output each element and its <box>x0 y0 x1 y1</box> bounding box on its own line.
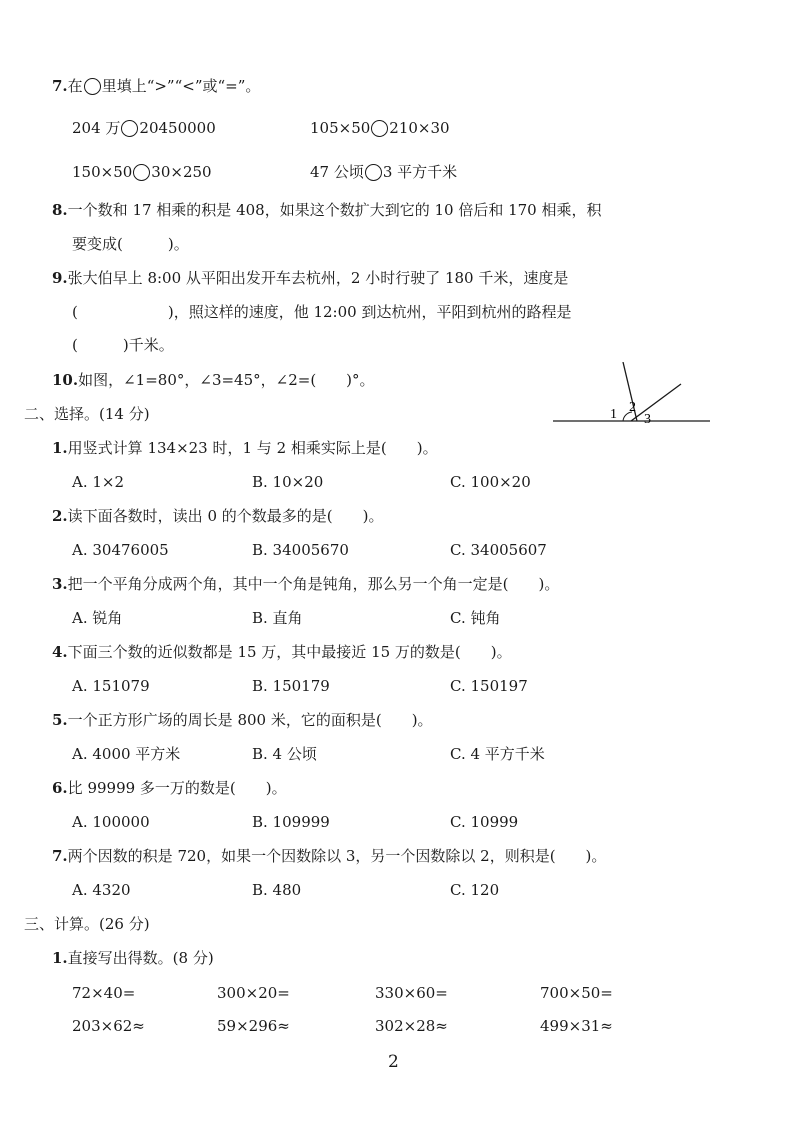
compare-circle-1[interactable] <box>121 120 138 137</box>
q10-text: 10.如图，∠1=80°，∠3=45°，∠2=( )°。 <box>52 371 375 389</box>
page-number: 2 <box>388 1052 399 1072</box>
p2-q6-number: 6. <box>52 779 68 797</box>
compare-circle-4[interactable] <box>365 164 382 181</box>
answer-circle[interactable] <box>84 78 101 95</box>
p2-q2-option-b[interactable]: B. 34005670 <box>252 541 349 559</box>
p2-q2: 2.读下面各数时，读出 0 的个数最多的是( )。 <box>52 507 384 525</box>
p2-q3-option-c[interactable]: C. 钝角 <box>450 609 501 627</box>
p2-q2-number: 2. <box>52 507 68 525</box>
q9-line-1: 9.张大伯早上 8:00 从平阳出发开车去杭州，2 小时行驶了 180 千米，速度是 <box>52 269 569 287</box>
calc-r1-c2: 300×20= <box>217 984 290 1002</box>
p2-q6-option-a[interactable]: A. 100000 <box>72 813 150 831</box>
q7-number: 7. <box>52 77 68 95</box>
p3-q1-title: 1.直接写出得数。(8 分) <box>52 949 214 967</box>
p2-q3: 3.把一个平角分成两个角，其中一个角是钝角，那么另一个角一定是( )。 <box>52 575 560 593</box>
p2-q7-option-a[interactable]: A. 4320 <box>72 881 131 899</box>
q10-number: 10. <box>52 371 79 389</box>
p2-q1: 1.用竖式计算 134×23 时，1 与 2 相乘实际上是( )。 <box>52 439 438 457</box>
p2-q6: 6.比 99999 多一万的数是( )。 <box>52 779 287 797</box>
q7-title: 7.在 里填上“>”“<”或“=”。 <box>52 77 261 95</box>
q7-item-3: 150×50 30×250 <box>72 163 212 181</box>
p2-q5-option-b[interactable]: B. 4 公顷 <box>252 745 317 763</box>
p2-q4-number: 4. <box>52 643 68 661</box>
p2-q2-option-c[interactable]: C. 34005607 <box>450 541 547 559</box>
q7-item-4: 47 公顷 3 平方千米 <box>310 163 458 181</box>
p2-q7-number: 7. <box>52 847 68 865</box>
compare-circle-3[interactable] <box>133 164 150 181</box>
q7-item-2: 105×50 210×30 <box>310 119 450 137</box>
angle-label-1: 1 <box>610 407 617 422</box>
compare-circle-2[interactable] <box>371 120 388 137</box>
part3-heading: 三、计算。(26 分) <box>24 915 150 933</box>
angle-label-3: 3 <box>644 412 651 427</box>
angle-diagram <box>553 362 713 428</box>
p2-q1-option-b[interactable]: B. 10×20 <box>252 473 324 491</box>
q8-line-2: 要变成( )。 <box>72 235 189 253</box>
p2-q5-number: 5. <box>52 711 68 729</box>
calc-r2-c1: 203×62≈ <box>72 1017 145 1035</box>
calc-r2-c2: 59×296≈ <box>217 1017 290 1035</box>
calc-r1-c4: 700×50= <box>540 984 613 1002</box>
calc-r1-c3: 330×60= <box>375 984 448 1002</box>
p2-q3-option-a[interactable]: A. 锐角 <box>72 609 123 627</box>
p2-q5-option-c[interactable]: C. 4 平方千米 <box>450 745 545 763</box>
p2-q3-number: 3. <box>52 575 68 593</box>
p2-q4-option-a[interactable]: A. 151079 <box>72 677 150 695</box>
p2-q1-number: 1. <box>52 439 68 457</box>
q7-item-1: 204 万 20450000 <box>72 119 216 137</box>
calc-r1-c1: 72×40= <box>72 984 136 1002</box>
q8-line-1: 8.一个数和 17 相乘的积是 408，如果这个数扩大到它的 10 倍后和 170 相乘，积 <box>52 201 602 219</box>
calc-r2-c3: 302×28≈ <box>375 1017 448 1035</box>
calc-r2-c4: 499×31≈ <box>540 1017 613 1035</box>
p2-q7: 7.两个因数的积是 720，如果一个因数除以 3，另一个因数除以 2，则积是( )。 <box>52 847 607 865</box>
p2-q5: 5.一个正方形广场的周长是 800 米，它的面积是( )。 <box>52 711 433 729</box>
p2-q2-option-a[interactable]: A. 30476005 <box>72 541 169 559</box>
part2-heading: 二、选择。(14 分) <box>24 405 150 423</box>
p2-q4: 4.下面三个数的近似数都是 15 万，其中最接近 15 万的数是( )。 <box>52 643 512 661</box>
p2-q1-option-c[interactable]: C. 100×20 <box>450 473 531 491</box>
ray-right <box>631 384 681 421</box>
p3-q1-number: 1. <box>52 949 68 967</box>
p2-q7-option-b[interactable]: B. 480 <box>252 881 302 899</box>
p2-q4-option-c[interactable]: C. 150197 <box>450 677 528 695</box>
p2-q7-option-c[interactable]: C. 120 <box>450 881 500 899</box>
q9-line-3: ( )千米。 <box>72 336 174 354</box>
p2-q6-option-c[interactable]: C. 10999 <box>450 813 519 831</box>
angle-label-2: 2 <box>629 400 636 415</box>
p2-q5-option-a[interactable]: A. 4000 平方米 <box>72 745 181 763</box>
q8-number: 8. <box>52 201 68 219</box>
p2-q4-option-b[interactable]: B. 150179 <box>252 677 330 695</box>
p2-q1-option-a[interactable]: A. 1×2 <box>72 473 125 491</box>
q9-line-2: ( )，照这样的速度，他 12:00 到达杭州，平阳到杭州的路程是 <box>72 303 572 321</box>
q9-number: 9. <box>52 269 68 287</box>
p2-q3-option-b[interactable]: B. 直角 <box>252 609 303 627</box>
p2-q6-option-b[interactable]: B. 109999 <box>252 813 330 831</box>
